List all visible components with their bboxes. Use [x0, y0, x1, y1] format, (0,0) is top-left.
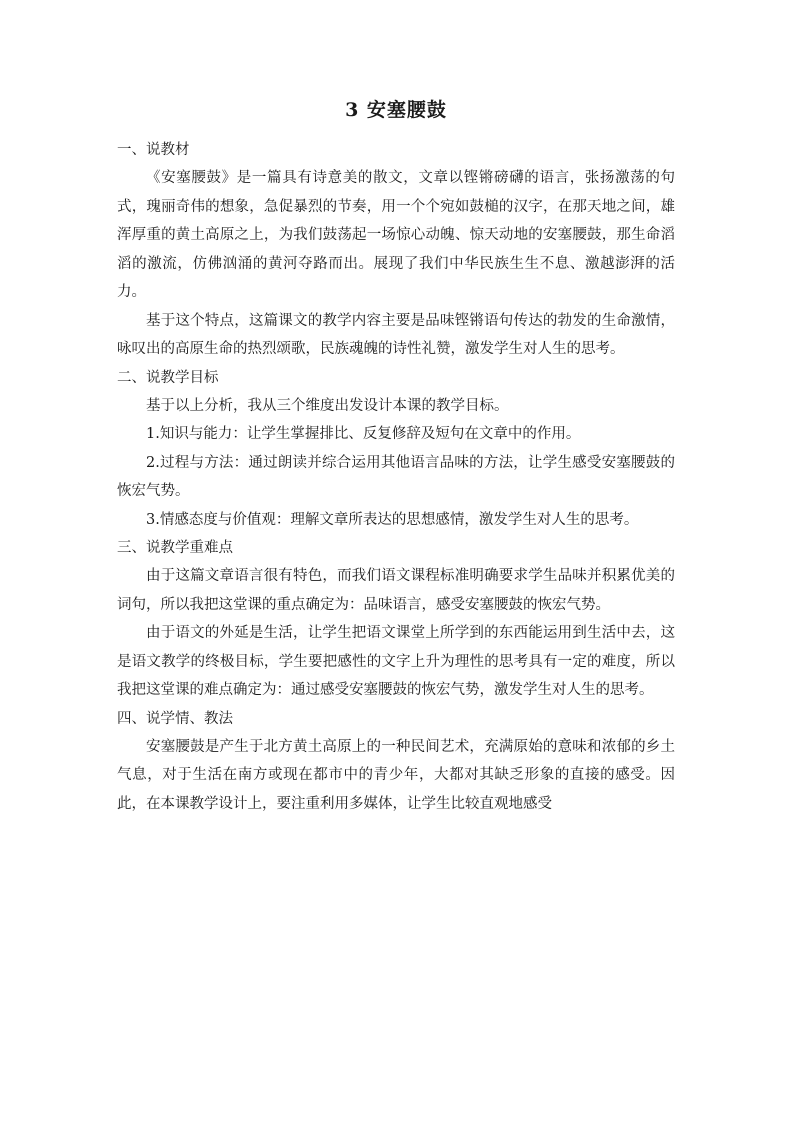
objective-item-1: 1.知识与能力：让学生掌握排比、反复修辞及短句在文章中的作用。	[146, 426, 581, 442]
document-title: 3 安塞腰鼓	[345, 99, 447, 121]
paragraph: 基于以上分析，我从三个维度出发设计本课的教学目标。	[146, 397, 509, 414]
paragraph: 安塞腰鼓是产生于北方黄土高原上的一种民间艺术，充满原始的意味和浓郁的乡土气息，对于生活在南方或现在都市中的青少年，大都对其缺乏形象的直接的感受。因此，在本课教学设计上，要注重利用多媒体，让学生比较直观地感受	[117, 738, 675, 812]
section-heading-textbook: 一、说教材	[117, 142, 190, 158]
objective-item-2: 2.过程与方法：通过朗读并综合运用其他语言品味的方法，让学生感受安塞腰鼓的恢宏气势。	[117, 454, 675, 499]
paragraph: 由于这篇文章语言很有特色，而我们语文课程标准明确要求学生品味并积累优美的词句，所以我把这堂课的重点确定为：品味语言，感受安塞腰鼓的恢宏气势。	[117, 568, 675, 613]
paragraph: 由于语文的外延是生活，让学生把语文课堂上所学到的东西能运用到生活中去，这是语文教学的终极目标，学生要把感性的文字上升为理性的思考具有一定的难度，所以我把这堂课的难点确定为：通过感受安塞腰鼓的恢宏气势，激发学生对人生的思考。	[117, 625, 675, 698]
section-heading-methods: 四、说学情、教法	[117, 710, 233, 727]
document-page	[117, 96, 675, 818]
paragraph: 《安塞腰鼓》是一篇具有诗意美的散文，文章以铿锵磅礴的语言，张扬激荡的句式，瑰丽奇伟的想象，急促暴烈的节奏，用一个个宛如鼓槌的汉字，在那天地之间，雄浑厚重的黄土高原之上，为我们鼓荡起一场惊心动魄、惊天动地的安塞腰鼓，那生命滔滔的激流，仿佛汹涌的黄河夺路而出。展现了我们中华民族生生不息、激越澎湃的活力。	[117, 170, 675, 300]
section-heading-key-points: 三、说教学重难点	[117, 540, 233, 556]
section-heading-objectives: 二、说教学目标	[117, 369, 219, 386]
objective-item-3: 3.情感态度与价值观：理解文章所表达的思想感情，激发学生对人生的思考。	[146, 511, 639, 528]
paragraph: 基于这个特点，这篇课文的教学内容主要是品味铿锵语句传达的勃发的生命激情，咏叹出的高原生命的热烈颂歌，民族魂魄的诗性礼赞，激发学生对人生的思考。	[117, 312, 675, 357]
